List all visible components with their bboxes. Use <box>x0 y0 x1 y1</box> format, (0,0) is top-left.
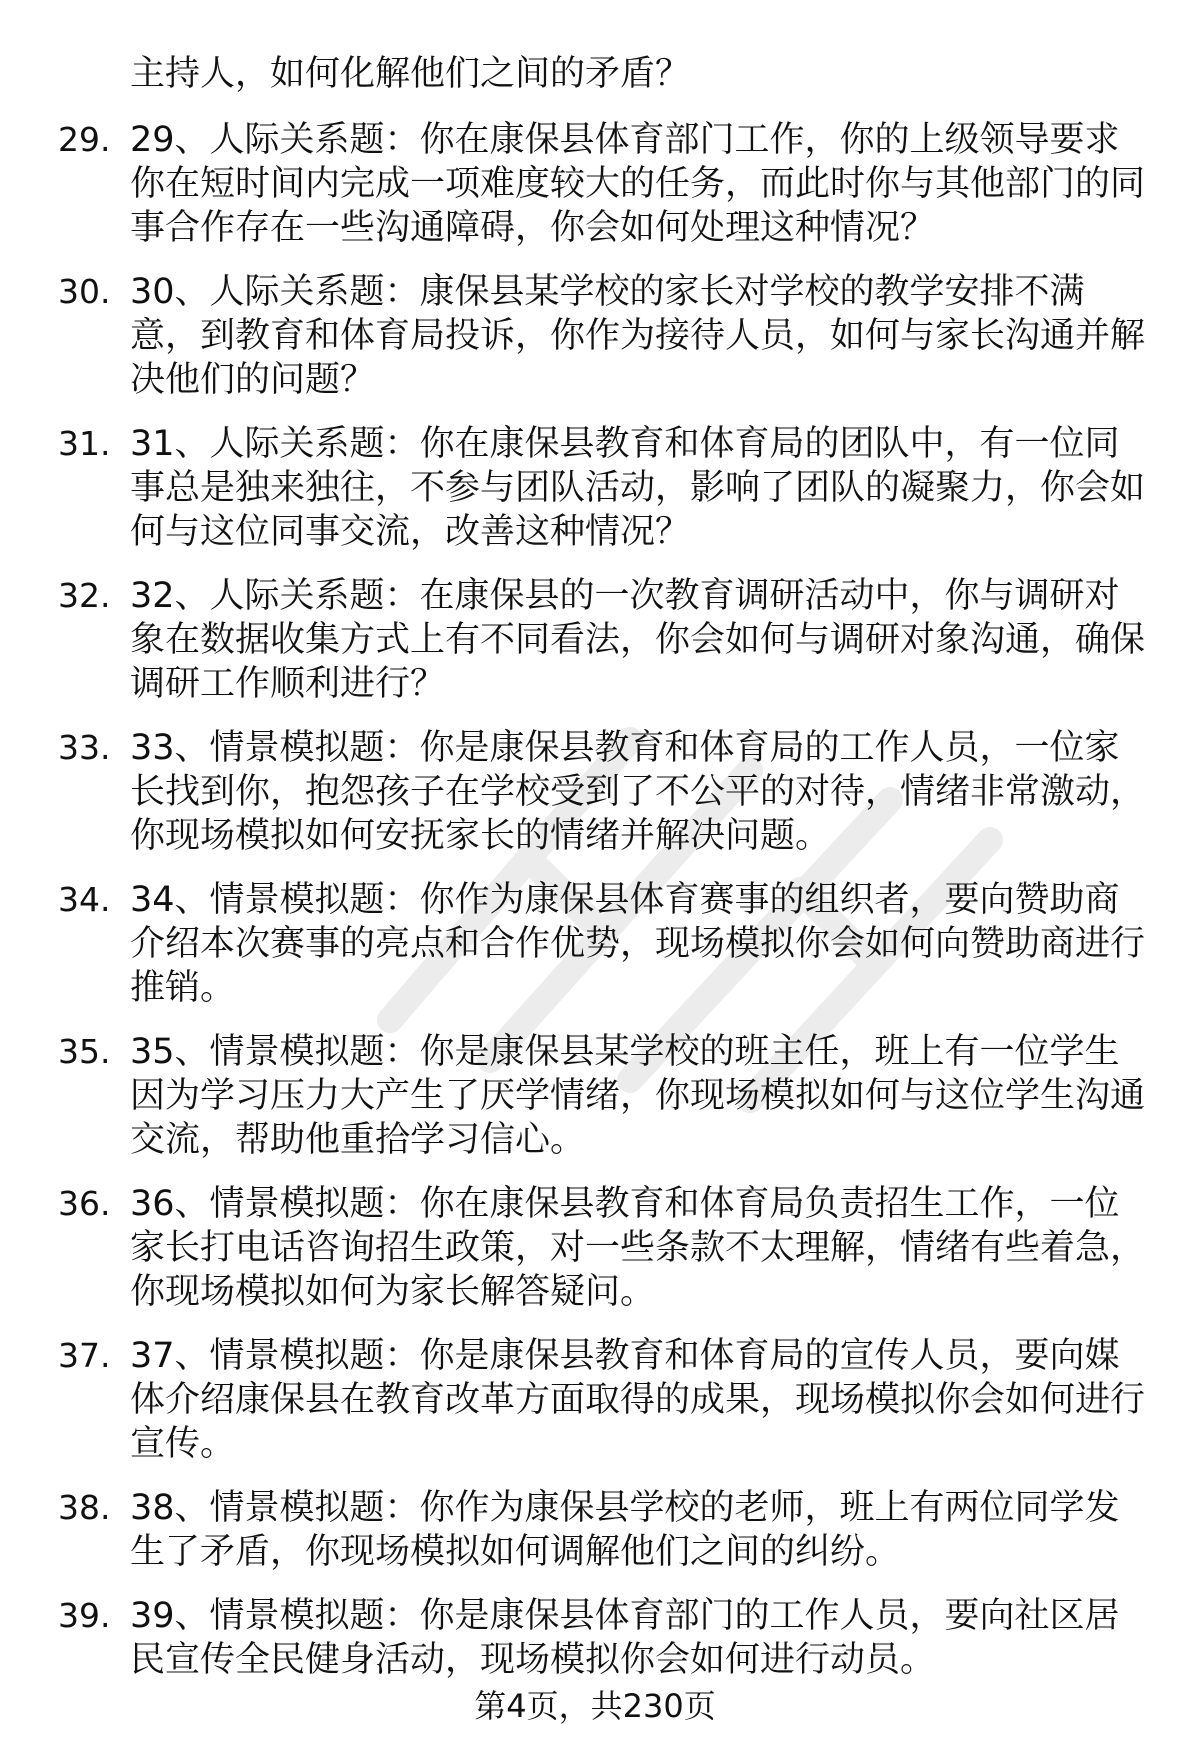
item-number: 37. <box>58 1336 111 1375</box>
list-item <box>0 422 1190 574</box>
list-item <box>0 726 1190 878</box>
item-text: 36、情景模拟题：你在康保县教育和体育局负责招生工作，一位家长打电话咨询招生政策，对一些条款不太理解，情绪有些着急，你现场模拟如何为家长解答疑问。 <box>130 1184 1146 1312</box>
list-item <box>0 878 1190 1030</box>
list-item <box>0 118 1190 270</box>
list-item <box>0 1182 1190 1334</box>
item-text: 39、情景模拟题：你是康保县体育部门的工作人员，要向社区居民宣传全民健身活动，现场模拟你会如何进行动员。 <box>130 1596 1120 1680</box>
item-text: 38、情景模拟题：你作为康保县学校的老师，班上有两位同学发生了矛盾，你现场模拟如何调解他们之间的纠纷。 <box>130 1488 1120 1572</box>
item-text: 31、人际关系题：你在康保县教育和体育局的团队中，有一位同事总是独来独往，不参与团队活动，影响了团队的凝聚力，你会如何与这位同事交流，改善这种情况？ <box>130 424 1146 552</box>
item-text: 32、人际关系题：在康保县的一次教育调研活动中，你与调研对象在数据收集方式上有不同看法，你会如何与调研对象沟通，确保调研工作顺利进行？ <box>130 576 1146 704</box>
item-text: 34、情景模拟题：你作为康保县体育赛事的组织者，要向赞助商介绍本次赛事的亮点和合作优势，现场模拟你会如何向赞助商进行推销。 <box>130 880 1146 1008</box>
list-item <box>0 1334 1190 1486</box>
item-number: 29. <box>58 120 111 159</box>
item-text: 30、人际关系题：康保县某学校的家长对学校的教学安排不满意，到教育和体育局投诉，你作为接待人员，如何与家长沟通并解决他们的问题？ <box>130 272 1146 400</box>
question-list <box>0 118 1190 1702</box>
list-item <box>0 1486 1190 1594</box>
item-number: 38. <box>58 1488 111 1527</box>
list-item <box>0 270 1190 422</box>
item-text: 35、情景模拟题：你是康保县某学校的班主任，班上有一位学生因为学习压力大产生了厌学情绪，你现场模拟如何与这位学生沟通交流，帮助他重拾学习信心。 <box>130 1032 1146 1160</box>
item-number: 34. <box>58 880 111 919</box>
item-number: 36. <box>58 1184 111 1223</box>
item-number: 35. <box>58 1032 111 1071</box>
item-number: 33. <box>58 728 111 767</box>
list-item <box>0 574 1190 726</box>
item-number: 39. <box>58 1596 111 1635</box>
item-number: 32. <box>58 576 111 615</box>
list-item <box>0 1030 1190 1182</box>
item-number: 30. <box>58 272 111 311</box>
item-text: 37、情景模拟题：你是康保县教育和体育局的宣传人员，要向媒体介绍康保县在教育改革方面取得的成果，现场模拟你会如何进行宣传。 <box>130 1336 1146 1464</box>
item-text: 33、情景模拟题：你是康保县教育和体育局的工作人员，一位家长找到你，抱怨孩子在学校受到了不公平的对待，情绪非常激动，你现场模拟如何安抚家长的情绪并解决问题。 <box>130 728 1146 856</box>
item-number: 31. <box>58 424 111 463</box>
page-footer: 第4页，共230页 <box>474 1687 716 1725</box>
item-text: 29、人际关系题：你在康保县体育部门工作，你的上级领导要求你在短时间内完成一项难度较大的任务，而此时你与其他部门的同事合作存在一些沟通障碍，你会如何处理这种情况？ <box>130 120 1146 248</box>
continued-text: 主持人，如何化解他们之间的矛盾？ <box>130 54 691 94</box>
